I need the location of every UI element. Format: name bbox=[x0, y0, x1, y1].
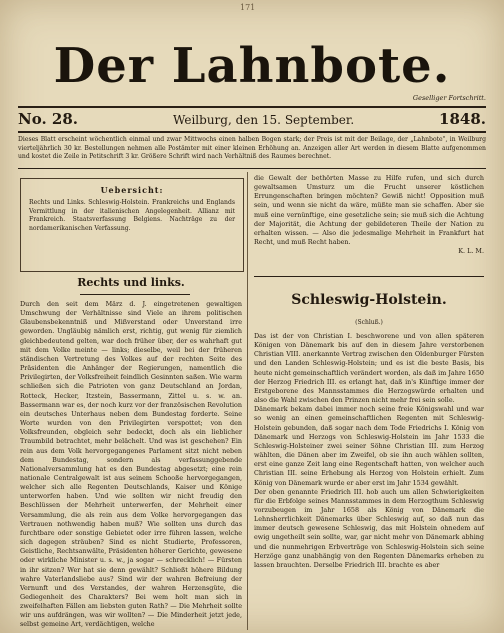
page-number: 171 bbox=[240, 3, 256, 12]
top-rule bbox=[18, 106, 486, 108]
right-top-body bbox=[254, 174, 484, 256]
right-top-signature: K. L. M. bbox=[458, 247, 484, 256]
overview-title: Uebersicht: bbox=[100, 185, 164, 195]
left-article-body bbox=[20, 300, 242, 630]
masthead-subtitle: Geselliger Fortschritt. bbox=[412, 94, 486, 102]
section-rule bbox=[254, 276, 484, 277]
right-article-dateline: (Schluß.) bbox=[355, 319, 383, 326]
right-paragraph-2: Dänemark bekam dabei immer noch seine freie Königswahl und war so wenig an einen gemeinschaftlichen Regenten mit Schleswig-Holstein gebunden, daß sogar nach dem Tode Friedrichs I. König von Dänemark und Herzogs von Schleswig-Holstein im Jahr 1533 die Schleswig-Holsteiner zwei seiner Söhne Christian III. zum Herzog wählten, die Dänen aber im Zweifel, ob sie ihn auch wählen sollten, erst eine ganze Zeit lang eine Regentschaft hatten, von welcher auch Christian III. seine Erhebung als Herzog von Holstein erhielt. Zum König von Dänemark wurde er aber erst im Jahr 1534 gewählt. bbox=[254, 405, 484, 487]
right-paragraph-1: Das ist der von Christian I. beschworene und von allen späteren Königen von Dänemark bis auf den in diesem Jahre verstorbenen Christian VIII. anerkannte Vertrag zwischen den Oldenburger Fürsten und den Landen Schleswig-Holstein; und es ist die beste Basis, bis heute nicht gemeinschaftlich verändert worden, als daß im Jahre 1650 der Herzog Friedrich III. es erlangt hat, daß in's Künftige immer der Erstgeborene des Mannsstammes die Herzogswürde erhalten und also die Wahl zwischen den Prinzen nicht mehr frei sein solle. bbox=[254, 332, 484, 405]
right-article-body bbox=[254, 332, 484, 570]
notice-rule bbox=[18, 168, 486, 169]
column-divider bbox=[247, 172, 248, 630]
right-article-heading: Schleswig-Holstein. bbox=[291, 292, 447, 308]
issue-place-date: Weilburg, den 15. September. bbox=[173, 113, 355, 127]
issue-line bbox=[18, 110, 486, 130]
overview-box bbox=[20, 178, 244, 272]
right-top-text: die Gewalt der bethörten Masse zu Hilfe rufen, und sich durch gewaltsamen Umsturz um die Frucht unserer köstlichen Errungenschaften bringen möchten? Gewiß nicht! Opposition muß sein, und wenn sie nicht da wäre, müßte man sie schaffen. Aber sie muß eine vernünftige, eine gesetzliche sein; sie muß sich die Achtung der Majorität, die Achtung der gebildeteren Theile der Nation zu erhalten wissen. — Also die jedesmalige Mehrheit in Frankfurt hat Recht, und muß Recht haben. bbox=[254, 174, 484, 247]
issue-rule bbox=[18, 131, 486, 133]
issue-year: 1848. bbox=[439, 110, 486, 128]
right-paragraph-3: Der oben genannte Friedrich III. hob auch um allen Schwierigkeiten für die Erbfolge seines Mannsstammes in dem Herzogthum Schleswig vorzubeugen im Jahr 1658 als König von Dänemark die Lehnsherrlichkeit Dänemarks über Schleswig auf, so daß nun das immer deutsch gewesene Schleswig, das mit Holstein ohnedem auf ewig ungetheilt sein sollte, war, gar nicht mehr von Dänemark abhing und die nunmehrigen Erbverträge von Schleswig-Holstein sich seine Herzöge ganz unabhängig von den Regenten Dänemarks erheben zu lassen brauchten. Derselbe Friedrich III. brachte es aber bbox=[254, 487, 484, 569]
overview-text: Rechts und Links. Schleswig-Holstein. Frankreichs und Englands Vermittlung in der italienischen Angelegenheit. Allianz mit Frankreich. Staatsverfassung Belgiens. Nachträge zu der nordamerikanischen Verfassung. bbox=[29, 199, 235, 232]
masthead-title: Der Lahnbote. bbox=[53, 38, 451, 94]
left-paragraph-1: Durch den seit dem März d. J. eingetretenen gewaltigen Umschwung der Verhältnisse sind Viele an ihrem politischen Glaubensbekenntniß und Mißverstand oder Unverstand irre geworden. Ungläubig nämlich erst, richtig, gut wenig für ziemlich gleichbedeutend gelten, war doch früher über, der es wahrhaft gut mit dem Volke meinte — links; dieselbe, weil bei der früheren ständischen Vertretung des Volkes auf der rechten Seite des Präsidenten die Anhänger der Regierungen, namentlich die Privilegirten, der Volksfreiheit feindlich Gesinnten saßen. Wie warm schließen sich die Patrioten von ganz Deutschland an Jordan, Rotteck, Hecker, Itzstein, Bassermann, Zittel u. s. w. an. Bassermann war es, der noch kurz vor der französischen Revolution ein deutsches Unterhaus neben dem Bundestag forderte. Seine Worte wurden von den Privilegirten verspottet; von den Volksfreunden, obgleich sehr bedeckt, doch als ein lieblicher Traumbild betrachtet, mehr belächelt. Und was ist geschehen? Ein rein aus dem Volk hervorgegangenes Parlament sitzt nicht neben dem Bundestag, sondern als verfassunggebende Nationalversammlung hat es den Bundestag abgesetzt; eine rein nationale Centralgewalt ist aus seinem Schooße hervorgegangen, welcher sich alle Regenten Deutschlands, Kaiser und Könige unterworfen haben. Und wie sollten wir nicht freudig den Beschlüssen der Mehrheit unterwerfen, der Mehrheit einer Versammlung, die als rein aus dem Volke hervorgegangen das Vertrauen nothwendig haben muß? Wie sollten uns durch das furchtbare oder sonstige Gebietet oder irre führen lassen, welche sich dagegen sträuben? Sind es nicht Studierte, Professoren, Geistliche, Rechtsanwälte, Präsidenten höherer Gerichte, gewesene oder wirkliche Minister u. s. w., ja sogar — schrecklich! — Fürsten in ihr sitzen? Wer hat sie denn gewählt? Schließt höhere Bildung wahre Vaterlandsliebe aus? Sind wir der wahren Befreiung der Vernunft und des Verstandes, der wahren Herzensgüte, die Gediegenheit des Charakters? Bei wem holt man sich in zweifelhaften Fällen am liebsten guten Rath? — Die Mehrheit sollte wir uns aufdrängen, was wir wollten? — Die Minderheit jetzt jede, selbst gemeine Art, verdächtigen, welche bbox=[20, 300, 242, 629]
issue-number: No. 28. bbox=[18, 110, 78, 128]
heading-rule bbox=[80, 294, 190, 295]
left-article-heading: Rechts und links. bbox=[77, 276, 185, 289]
subscription-notice: Dieses Blatt erscheint wöchentlich einmal und zwar Mittwochs einen halben Bogen stark; der Preis ist mit der Beilage, der „Lahnbote", in Weilburg vierteljährlich 30 kr. Bestellungen nehmen alle Postämter mit einer kleinen Erhöhung an. Anzeigen aller Art werden in diesem Blatte aufgenommen und kostet die Zeile in Petitschrift 3 kr. Größere Schrift wird nach Verhältniß des Raumes berechnet. bbox=[18, 136, 486, 161]
